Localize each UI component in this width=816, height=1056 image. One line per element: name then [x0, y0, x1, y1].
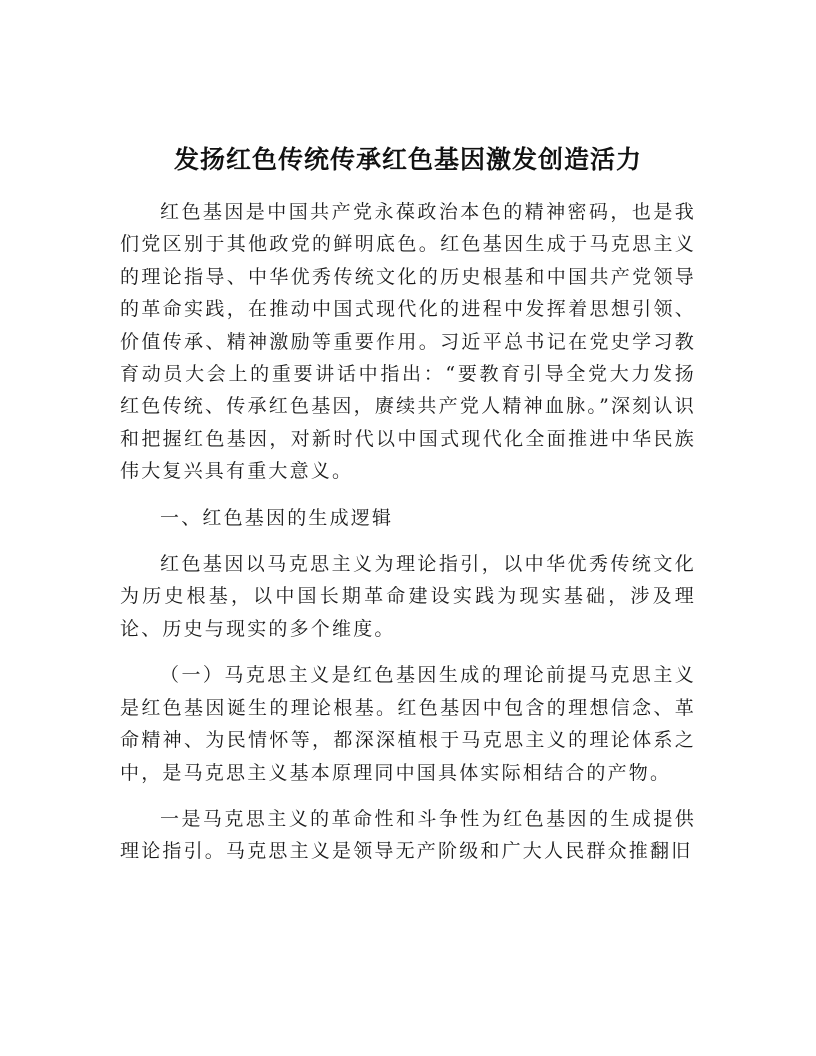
paragraph-overview: 红色基因以马克思主义为理论指引，以中华优秀传统文化为历史根基，以中国长期革命建设实践为现实基础，涉及理论、历史与现实的多个维度。	[120, 553, 696, 640]
paragraph-spacer	[120, 789, 696, 803]
paragraph-intro: 红色基因是中国共产党永葆政治本色的精神密码，也是我们党区别于其他政党的鲜明底色。红色基因生成于马克思主义的理论指导、中华优秀传统文化的历史根基和中国共产党领导的革命实践，在推动中国式现代化的进程中发挥着思想引领、价值传承、精神激励等重要作用。习近平总书记在党史学习教育动员大会上的重要讲话中指出：“要教育引导全党大力发扬红色传统、传承红色基因，赓续共产党人精神血脉。”深刻认识和把握红色基因，对新时代以中国式现代化全面推进中华民族伟大复兴具有重大意义。	[120, 201, 696, 483]
paragraph-spacer	[120, 488, 696, 502]
paragraph-spacer	[120, 645, 696, 659]
paragraph-spacer	[120, 534, 696, 548]
section-heading: 一、红色基因的生成逻辑	[160, 506, 394, 529]
paragraph-point-1: 一是马克思主义的革命性和斗争性为红色基因的生成提供理论指引。马克思主义是领导无产阶级和广大人民群众推翻旧	[120, 807, 696, 863]
paragraph-subsection-1: （一）马克思主义是红色基因生成的理论前提马克思主义是红色基因诞生的理论根基。红色基因中包含的理想信念、革命精神、为民情怀等，都深深植根于马克思主义的理论体系之中，是马克思主义基本原理同中国具体实际相结合的产物。	[120, 664, 696, 784]
document-title: 发扬红色传统传承红色基因激发创造活力	[173, 145, 642, 174]
document-body	[120, 196, 696, 868]
